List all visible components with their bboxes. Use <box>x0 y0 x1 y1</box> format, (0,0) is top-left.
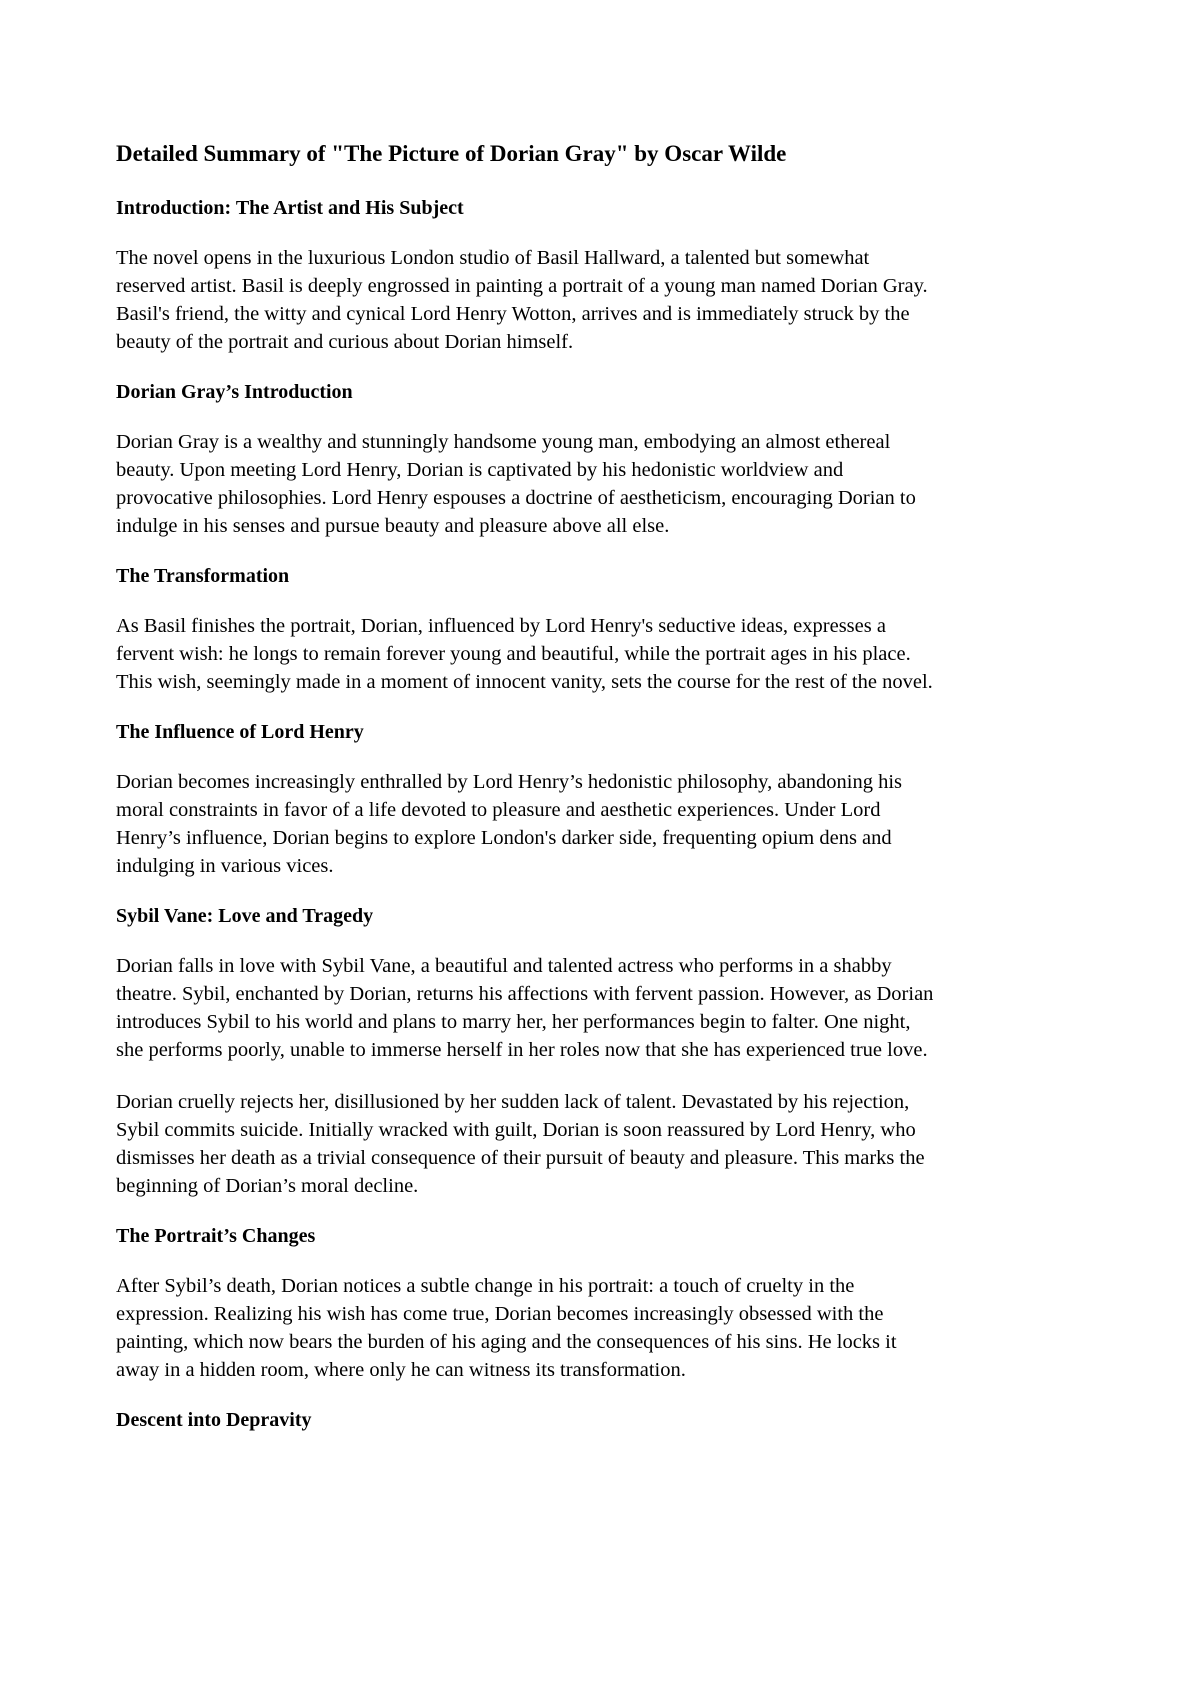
section-heading: The Portrait’s Changes <box>116 1224 316 1247</box>
paragraph-line: dismisses her death as a trivial consequence of their pursuit of beauty and pleasure. This marks the <box>116 1146 925 1169</box>
paragraph-line: Henry’s influence, Dorian begins to explore London's darker side, frequenting opium dens and <box>116 826 892 849</box>
paragraph-line: beauty of the portrait and curious about Dorian himself. <box>116 330 574 353</box>
paragraph-line: theatre. Sybil, enchanted by Dorian, returns his affections with fervent passion. However, as Dorian <box>116 982 934 1005</box>
body-paragraph <box>116 1272 1096 1384</box>
paragraph-line: provocative philosophies. Lord Henry espouses a doctrine of aestheticism, encouraging Dorian to <box>116 486 916 509</box>
paragraph-line: moral constraints in favor of a life devoted to pleasure and aesthetic experiences. Under Lord <box>116 798 881 821</box>
paragraph-line: painting, which now bears the burden of his aging and the consequences of his sins. He locks it <box>116 1330 897 1353</box>
paragraph-line: beginning of Dorian’s moral decline. <box>116 1174 419 1197</box>
paragraph-line: fervent wish: he longs to remain forever young and beautiful, while the portrait ages in his place. <box>116 642 911 665</box>
paragraph-line: away in a hidden room, where only he can witness its transformation. <box>116 1358 686 1381</box>
body-paragraph <box>116 768 1096 880</box>
paragraph-line: she performs poorly, unable to immerse herself in her roles now that she has experienced true love. <box>116 1038 928 1061</box>
paragraph-line: indulging in various vices. <box>116 854 334 877</box>
paragraph-line: Basil's friend, the witty and cynical Lord Henry Wotton, arrives and is immediately struck by the <box>116 302 910 325</box>
paragraph-line: Dorian becomes increasingly enthralled by Lord Henry’s hedonistic philosophy, abandoning his <box>116 770 903 793</box>
section-heading: Dorian Gray’s Introduction <box>116 380 353 403</box>
paragraph-line: Sybil commits suicide. Initially wracked with guilt, Dorian is soon reassured by Lord Henry, who <box>116 1118 916 1141</box>
paragraph-line: beauty. Upon meeting Lord Henry, Dorian is captivated by his hedonistic worldview and <box>116 458 844 481</box>
paragraph-line: Dorian cruelly rejects her, disillusioned by her sudden lack of talent. Devastated by his rejection, <box>116 1090 910 1113</box>
paragraph-line: introduces Sybil to his world and plans to marry her, her performances begin to falter. One night, <box>116 1010 911 1033</box>
section-heading: Sybil Vane: Love and Tragedy <box>116 904 374 927</box>
paragraph-line: After Sybil’s death, Dorian notices a subtle change in his portrait: a touch of cruelty in the <box>116 1274 855 1297</box>
paragraph-line: Dorian falls in love with Sybil Vane, a beautiful and talented actress who performs in a shabby <box>116 954 892 977</box>
document-title: Detailed Summary of "The Picture of Dorian Gray" by Oscar Wilde <box>116 141 787 166</box>
section-heading: The Transformation <box>116 564 290 587</box>
paragraph-line: expression. Realizing his wish has come true, Dorian becomes increasingly obsessed with the <box>116 1302 884 1325</box>
paragraph-line: Dorian Gray is a wealthy and stunningly handsome young man, embodying an almost ethereal <box>116 430 891 453</box>
section-heading: The Influence of Lord Henry <box>116 720 364 743</box>
body-paragraph <box>116 612 1096 696</box>
body-paragraph <box>116 428 1096 540</box>
paragraph-line: indulge in his senses and pursue beauty and pleasure above all else. <box>116 514 670 537</box>
document-page <box>116 140 1096 1456</box>
section-heading: Descent into Depravity <box>116 1408 312 1431</box>
body-paragraph <box>116 952 1096 1064</box>
paragraph-line: reserved artist. Basil is deeply engrossed in painting a portrait of a young man named Dorian Gray. <box>116 274 928 297</box>
body-paragraph <box>116 244 1096 356</box>
document-body <box>116 196 1096 1432</box>
body-paragraph <box>116 1088 1096 1200</box>
section-heading: Introduction: The Artist and His Subject <box>116 196 464 219</box>
paragraph-line: The novel opens in the luxurious London studio of Basil Hallward, a talented but somewhat <box>116 246 870 269</box>
paragraph-line: As Basil finishes the portrait, Dorian, influenced by Lord Henry's seductive ideas, expresses a <box>116 614 886 637</box>
paragraph-line: This wish, seemingly made in a moment of innocent vanity, sets the course for the rest of the novel. <box>116 670 933 693</box>
